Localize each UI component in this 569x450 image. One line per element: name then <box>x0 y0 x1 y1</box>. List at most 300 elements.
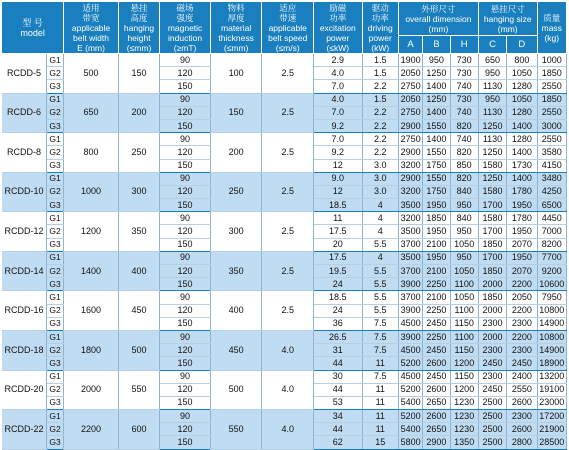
belt-width-cell: 1600 <box>64 291 119 331</box>
induction-cell: 150 <box>160 317 211 330</box>
driving-cell: 2.2 <box>362 106 398 119</box>
grade-cell: G1 <box>47 172 64 185</box>
dim-a-cell: 2750 <box>398 133 422 146</box>
grade-cell: G1 <box>47 410 64 423</box>
driving-cell: 3.0 <box>362 159 398 172</box>
dim-a-cell: 3200 <box>398 212 422 225</box>
hang-c-cell: 1580 <box>478 185 506 198</box>
header-excitation-unit: (≤kW) <box>326 42 350 53</box>
driving-cell: 1.5 <box>362 93 398 106</box>
grade-cell: G2 <box>47 423 64 436</box>
header-induction-unit: (≥mT) <box>173 42 197 53</box>
grade-cell: G2 <box>47 185 64 198</box>
dim-h-cell: 840 <box>450 212 478 225</box>
dim-b-cell: 2650 <box>423 423 450 436</box>
driving-cell: 11 <box>362 383 398 396</box>
induction-cell: 120 <box>160 67 211 80</box>
hanging-height-cell: 150 <box>118 54 159 94</box>
dim-h-cell: 740 <box>450 106 478 119</box>
grade-cell: G1 <box>47 291 64 304</box>
hang-d-cell: 2300 <box>507 344 537 357</box>
header-induction-cn1: 磁场 <box>176 2 194 13</box>
excitation-cell: 53 <box>314 396 363 409</box>
excitation-cell: 7.0 <box>314 106 363 119</box>
hang-c-cell: 650 <box>478 54 506 67</box>
dim-a-cell: 3700 <box>398 291 422 304</box>
driving-cell: 7.5 <box>362 317 398 330</box>
hanging-height-cell: 450 <box>118 291 159 331</box>
header-driving-en1: driving <box>367 22 393 33</box>
mass-cell: 3580 <box>537 146 566 159</box>
dim-a-cell: 3500 <box>398 251 422 264</box>
grade-cell: G2 <box>47 265 64 278</box>
dim-b-cell: 2450 <box>423 317 450 330</box>
dim-a-cell: 4500 <box>398 317 422 330</box>
excitation-cell: 4.0 <box>314 93 363 106</box>
mass-cell: 7950 <box>537 291 566 304</box>
header-overall-en: overall dimension <box>405 13 472 24</box>
hang-d-cell: 1400 <box>507 146 537 159</box>
dim-b-cell: 1750 <box>423 159 450 172</box>
dim-a-cell: 3500 <box>398 225 422 238</box>
header-thickness-en2: thickness <box>218 32 254 43</box>
dim-a-cell: 4500 <box>398 344 422 357</box>
grade-cell: G1 <box>47 370 64 383</box>
thickness-cell: 450 <box>210 330 262 370</box>
header-overall-dimension <box>398 2 478 36</box>
mass-cell: 17200 <box>537 410 566 423</box>
induction-cell: 120 <box>160 225 211 238</box>
excitation-cell: 4.0 <box>314 67 363 80</box>
header-col-h: H <box>450 36 478 54</box>
header-driving-cn1: 驱动 <box>371 2 389 13</box>
hang-c-cell: 1850 <box>478 291 506 304</box>
dim-a-cell: 5200 <box>398 357 422 370</box>
header-excitation-en2: power <box>326 32 350 43</box>
belt-width-cell: 2200 <box>64 410 119 450</box>
driving-cell: 4 <box>362 225 398 238</box>
dim-a-cell: 2050 <box>398 93 422 106</box>
hanging-height-cell: 300 <box>118 172 159 212</box>
driving-cell: 2.2 <box>362 146 398 159</box>
dim-b-cell: 1400 <box>423 133 450 146</box>
induction-cell: 90 <box>160 93 211 106</box>
hang-d-cell: 2070 <box>507 265 537 278</box>
table-row <box>2 410 567 423</box>
grade-cell: G3 <box>47 396 64 409</box>
model-cell: RCDD-16 <box>2 291 47 331</box>
hang-c-cell: 1250 <box>478 172 506 185</box>
header-excitation-en1: excitation <box>319 22 356 33</box>
excitation-cell: 26.5 <box>314 330 363 343</box>
excitation-cell: 30 <box>314 370 363 383</box>
table-row <box>2 212 567 225</box>
dim-b-cell: 1750 <box>423 185 450 198</box>
header-magnetic-induction <box>160 2 211 54</box>
excitation-cell: 34 <box>314 410 363 423</box>
header-mass-en: mass <box>541 22 562 33</box>
excitation-cell: 44 <box>314 383 363 396</box>
header-induction-cn2: 强度 <box>176 12 194 23</box>
thickness-cell: 100 <box>210 54 262 94</box>
grade-cell: G1 <box>47 54 64 67</box>
header-col-a: A <box>398 36 422 54</box>
hang-d-cell: 2450 <box>507 357 537 370</box>
model-cell: RCDD-8 <box>2 133 47 173</box>
hang-d-cell: 1280 <box>507 80 537 93</box>
hang-c-cell: 2500 <box>478 436 506 449</box>
induction-cell: 90 <box>160 172 211 185</box>
header-thickness-en1: material <box>221 22 252 33</box>
driving-cell: 11 <box>362 410 398 423</box>
hang-d-cell: 1950 <box>507 225 537 238</box>
induction-cell: 90 <box>160 370 211 383</box>
dim-h-cell: 1350 <box>450 436 478 449</box>
dim-b-cell: 1550 <box>423 146 450 159</box>
belt-width-cell: 500 <box>64 54 119 94</box>
dim-a-cell: 4500 <box>398 370 422 383</box>
excitation-cell: 7.0 <box>314 80 363 93</box>
mass-cell: 14900 <box>537 317 566 330</box>
mass-cell: 1000 <box>537 54 566 67</box>
driving-cell: 2.2 <box>362 119 398 132</box>
belt-width-cell: 2000 <box>64 370 119 410</box>
hang-c-cell: 1130 <box>478 133 506 146</box>
grade-cell: G1 <box>47 93 64 106</box>
induction-cell: 90 <box>160 251 211 264</box>
header-material-thickness <box>210 2 262 54</box>
belt-width-cell: 1800 <box>64 330 119 370</box>
header-belt-speed-cn2: 带速 <box>279 12 297 23</box>
dim-b-cell: 2600 <box>423 383 450 396</box>
hang-d-cell: 2200 <box>507 304 537 317</box>
driving-cell: 5.5 <box>362 265 398 278</box>
belt-width-cell: 1200 <box>64 212 119 252</box>
header-model-cn: 型 号 <box>22 17 43 28</box>
header-model <box>2 2 64 54</box>
hang-c-cell: 1850 <box>478 238 506 251</box>
grade-cell: G3 <box>47 357 64 370</box>
driving-cell: 3.0 <box>362 172 398 185</box>
hang-d-cell: 2070 <box>507 238 537 251</box>
hang-d-cell: 2200 <box>507 330 537 343</box>
excitation-cell: 12 <box>314 185 363 198</box>
hang-c-cell: 1580 <box>478 159 506 172</box>
driving-cell: 4 <box>362 251 398 264</box>
header-belt-width-unit: E (mm) <box>77 42 105 53</box>
header-hanging-size-en: hanging size <box>483 13 532 24</box>
dim-a-cell: 3900 <box>398 304 422 317</box>
hanging-height-cell: 400 <box>118 251 159 291</box>
dim-a-cell: 1900 <box>398 54 422 67</box>
dim-a-cell: 2750 <box>398 80 422 93</box>
driving-cell: 5.5 <box>362 304 398 317</box>
hanging-height-cell: 200 <box>118 93 159 133</box>
grade-cell: G3 <box>47 80 64 93</box>
header-excitation-power <box>314 2 363 54</box>
header-driving-unit: (kW) <box>371 42 390 53</box>
dim-a-cell: 5400 <box>398 396 422 409</box>
dim-a-cell: 3900 <box>398 278 422 291</box>
header-excitation-cn1: 励磁 <box>329 2 347 13</box>
header-hanging-height-en2: height <box>127 32 151 43</box>
thickness-cell: 350 <box>210 251 262 291</box>
dim-h-cell: 820 <box>450 119 478 132</box>
induction-cell: 150 <box>160 238 211 251</box>
induction-cell: 150 <box>160 80 211 93</box>
dim-b-cell: 2600 <box>423 410 450 423</box>
induction-cell: 90 <box>160 410 211 423</box>
belt-width-cell: 800 <box>64 133 119 173</box>
thickness-cell: 500 <box>210 370 262 410</box>
driving-cell: 3.0 <box>362 185 398 198</box>
hang-c-cell: 1250 <box>478 146 506 159</box>
induction-cell: 120 <box>160 344 211 357</box>
dim-b-cell: 1950 <box>423 199 450 212</box>
belt-width-cell: 1400 <box>64 251 119 291</box>
driving-cell: 5.5 <box>362 291 398 304</box>
thickness-cell: 300 <box>210 212 262 252</box>
driving-cell: 4 <box>362 199 398 212</box>
excitation-cell: 24 <box>314 304 363 317</box>
hang-c-cell: 1130 <box>478 80 506 93</box>
hang-c-cell: 2000 <box>478 330 506 343</box>
grade-cell: G1 <box>47 330 64 343</box>
dim-h-cell: 1230 <box>450 423 478 436</box>
belt-speed-cell: 2.5 <box>262 251 314 291</box>
dim-b-cell: 950 <box>423 54 450 67</box>
mass-cell: 10800 <box>537 330 566 343</box>
model-cell: RCDD-14 <box>2 251 47 291</box>
mass-cell: 2550 <box>537 133 566 146</box>
table-row <box>2 93 567 106</box>
dim-b-cell: 2250 <box>423 278 450 291</box>
header-driving-en2: power <box>368 32 392 43</box>
mass-cell: 18900 <box>537 357 566 370</box>
dim-b-cell: 2450 <box>423 344 450 357</box>
dim-h-cell: 820 <box>450 172 478 185</box>
header-hanging-height-unit: (≤mm) <box>126 42 152 53</box>
model-cell: RCDD-18 <box>2 330 47 370</box>
hang-c-cell: 950 <box>478 67 506 80</box>
belt-speed-cell: 2.5 <box>262 291 314 331</box>
hanging-height-cell: 500 <box>118 330 159 370</box>
grade-cell: G3 <box>47 317 64 330</box>
hang-d-cell: 2800 <box>507 436 537 449</box>
mass-cell: 2550 <box>537 80 566 93</box>
dim-b-cell: 1400 <box>423 106 450 119</box>
header-induction-en1: magnetic <box>167 22 203 33</box>
dim-b-cell: 1950 <box>423 225 450 238</box>
header-belt-speed-en1: applicable <box>268 22 307 33</box>
induction-cell: 150 <box>160 357 211 370</box>
header-belt-width-en2: belt width <box>73 32 109 43</box>
grade-cell: G1 <box>47 251 64 264</box>
grade-cell: G3 <box>47 159 64 172</box>
dim-a-cell: 2900 <box>398 119 422 132</box>
induction-cell: 120 <box>160 106 211 119</box>
grade-cell: G2 <box>47 146 64 159</box>
hang-d-cell: 2600 <box>507 396 537 409</box>
header-hanging-size-cn: 悬挂尺寸 <box>490 3 525 14</box>
induction-cell: 150 <box>160 396 211 409</box>
excitation-cell: 9.2 <box>314 119 363 132</box>
header-mass <box>537 2 566 54</box>
model-cell: RCDD-22 <box>2 410 47 450</box>
excitation-cell: 44 <box>314 423 363 436</box>
table-row <box>2 54 567 67</box>
hang-c-cell: 2000 <box>478 304 506 317</box>
hang-c-cell: 1700 <box>478 251 506 264</box>
dim-b-cell: 1550 <box>423 119 450 132</box>
induction-cell: 90 <box>160 330 211 343</box>
hang-d-cell: 2400 <box>507 370 537 383</box>
dim-a-cell: 5400 <box>398 423 422 436</box>
belt-speed-cell: 2.5 <box>262 172 314 212</box>
dim-b-cell: 1550 <box>423 172 450 185</box>
grade-cell: G2 <box>47 225 64 238</box>
driving-cell: 2.2 <box>362 80 398 93</box>
excitation-cell: 24 <box>314 278 363 291</box>
model-cell: RCDD-20 <box>2 370 47 410</box>
hang-d-cell: 1400 <box>507 119 537 132</box>
header-hanging-height-en1: hanging <box>123 22 155 33</box>
header-belt-width-en1: applicable <box>71 22 111 33</box>
dim-h-cell: 730 <box>450 54 478 67</box>
header-mass-unit: (kg) <box>544 32 560 43</box>
induction-cell: 90 <box>160 212 211 225</box>
grade-cell: G3 <box>47 238 64 251</box>
header-belt-width-cn2: 带宽 <box>82 12 100 23</box>
hanging-height-cell: 350 <box>118 212 159 252</box>
mass-cell: 4450 <box>537 212 566 225</box>
belt-width-cell: 650 <box>64 93 119 133</box>
dim-h-cell: 850 <box>450 159 478 172</box>
driving-cell: 11 <box>362 396 398 409</box>
dim-b-cell: 2600 <box>423 357 450 370</box>
hanging-height-cell: 250 <box>118 133 159 173</box>
header-mass-cn: 质量 <box>543 12 561 23</box>
mass-cell: 1850 <box>537 93 566 106</box>
dim-h-cell: 1100 <box>450 304 478 317</box>
dim-a-cell: 2900 <box>398 172 422 185</box>
mass-cell: 8200 <box>537 238 566 251</box>
hang-d-cell: 800 <box>507 54 537 67</box>
driving-cell: 5.5 <box>362 238 398 251</box>
driving-cell: 5.5 <box>362 278 398 291</box>
grade-cell: G2 <box>47 67 64 80</box>
hang-d-cell: 1050 <box>507 93 537 106</box>
hang-c-cell: 2500 <box>478 410 506 423</box>
driving-cell: 4 <box>362 212 398 225</box>
hang-d-cell: 2550 <box>507 383 537 396</box>
excitation-cell: 12 <box>314 159 363 172</box>
header-col-d: D <box>507 36 537 54</box>
dim-a-cell: 3900 <box>398 330 422 343</box>
hang-c-cell: 2300 <box>478 370 506 383</box>
hang-d-cell: 2600 <box>507 423 537 436</box>
model-cell: RCDD-6 <box>2 93 47 133</box>
dim-h-cell: 950 <box>450 199 478 212</box>
excitation-cell: 44 <box>314 357 363 370</box>
belt-speed-cell: 4.0 <box>262 370 314 410</box>
dim-h-cell: 1150 <box>450 370 478 383</box>
dim-a-cell: 3200 <box>398 185 422 198</box>
dim-a-cell: 3700 <box>398 238 422 251</box>
belt-speed-cell: 4.0 <box>262 330 314 370</box>
dim-h-cell: 1150 <box>450 317 478 330</box>
hang-c-cell: 2000 <box>478 278 506 291</box>
dim-h-cell: 730 <box>450 67 478 80</box>
mass-cell: 7700 <box>537 251 566 264</box>
dim-a-cell: 2750 <box>398 106 422 119</box>
dim-b-cell: 2250 <box>423 304 450 317</box>
hang-c-cell: 1700 <box>478 225 506 238</box>
dim-b-cell: 1400 <box>423 80 450 93</box>
spec-table-container <box>2 2 567 450</box>
excitation-cell: 17.5 <box>314 251 363 264</box>
dim-h-cell: 1100 <box>450 278 478 291</box>
dim-a-cell: 5200 <box>398 410 422 423</box>
dim-b-cell: 2100 <box>423 238 450 251</box>
dim-h-cell: 840 <box>450 185 478 198</box>
hang-d-cell: 1950 <box>507 199 537 212</box>
induction-cell: 150 <box>160 436 211 449</box>
excitation-cell: 9.2 <box>314 146 363 159</box>
hang-d-cell: 1280 <box>507 106 537 119</box>
induction-cell: 90 <box>160 133 211 146</box>
dim-b-cell: 1950 <box>423 251 450 264</box>
mass-cell: 9200 <box>537 265 566 278</box>
header-belt-speed-unit: (≤m/s) <box>275 42 300 53</box>
grade-cell: G2 <box>47 106 64 119</box>
driving-cell: 2.2 <box>362 133 398 146</box>
header-belt-speed-cn1: 适应 <box>279 2 297 13</box>
dim-a-cell: 3500 <box>398 199 422 212</box>
dim-h-cell: 1200 <box>450 357 478 370</box>
dim-h-cell: 740 <box>450 133 478 146</box>
hang-d-cell: 2300 <box>507 410 537 423</box>
header-overall-unit: (mm) <box>428 23 449 34</box>
dim-b-cell: 1250 <box>423 93 450 106</box>
mass-cell: 3000 <box>537 119 566 132</box>
dim-h-cell: 730 <box>450 93 478 106</box>
hang-c-cell: 950 <box>478 93 506 106</box>
hanging-height-cell: 600 <box>118 410 159 450</box>
dim-a-cell: 2900 <box>398 146 422 159</box>
header-model-en: model <box>20 27 45 38</box>
hang-d-cell: 1780 <box>507 212 537 225</box>
dim-b-cell: 2250 <box>423 330 450 343</box>
hang-d-cell: 1730 <box>507 159 537 172</box>
grade-cell: G3 <box>47 119 64 132</box>
grade-cell: G3 <box>47 436 64 449</box>
driving-cell: 11 <box>362 357 398 370</box>
dim-h-cell: 1230 <box>450 396 478 409</box>
excitation-cell: 62 <box>314 436 363 449</box>
induction-cell: 150 <box>160 278 211 291</box>
header-induction-en2: induction <box>168 32 203 43</box>
mass-cell: 13200 <box>537 370 566 383</box>
header-excitation-cn2: 功率 <box>329 12 347 23</box>
header-thickness-unit: (≤mm) <box>223 42 249 53</box>
header-hanging-size-unit: (mm) <box>497 23 518 34</box>
excitation-cell: 19.5 <box>314 265 363 278</box>
excitation-cell: 31 <box>314 344 363 357</box>
driving-cell: 11 <box>362 423 398 436</box>
hang-d-cell: 1400 <box>507 172 537 185</box>
mass-cell: 10800 <box>537 304 566 317</box>
